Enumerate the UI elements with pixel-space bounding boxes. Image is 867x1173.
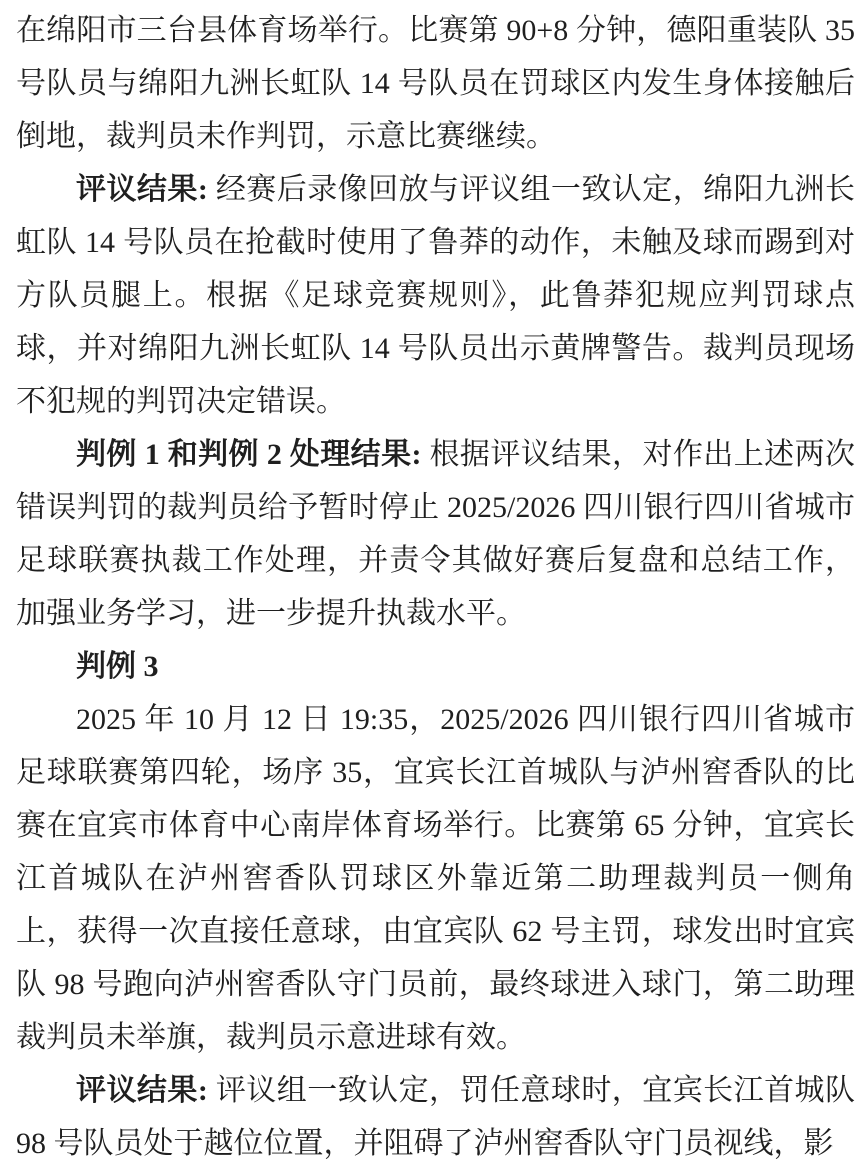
paragraph-text: 评议组一致认定，罚任意球时，宜宾长江首城队 98 号队员处于越位位置，并阻碍了泸州窖香队守门员视线，影 <box>16 1074 856 1160</box>
paragraph-text: 根据评议结果，对作出上述两次错误判罚的裁判员给予暂时停止 2025/2026 四川银行四川省城市足球联赛执裁工作处理，并责令其做好赛后复盘和总结工作，加强业务学习，进一步提升执裁水平。 <box>16 438 856 630</box>
paragraph <box>16 640 855 693</box>
paragraph-text: 2025 年 10 月 12 日 19:35，2025/2026 四川银行四川省城市足球联赛第四轮，场序 35，宜宾长江首城队与泸州窖香队的比赛在宜宾市体育中心南岸体育场举行。比赛第 65 分钟，宜宾长江首城队在泸州窖香队罚球区外靠近第二助理裁判员一侧角上，获得一次直接任意球，由宜宾队 62 号主罚，球发出时宜宾队 98 号跑向泸州窖香队守门员前，最终球进入球门，第二助理裁判员未举旗，裁判员示意进球有效。 <box>16 703 855 1054</box>
paragraph-lead-label: 判例 1 和判例 2 处理结果: <box>76 438 422 471</box>
paragraph <box>16 163 855 428</box>
paragraph <box>16 1064 855 1170</box>
paragraph <box>16 4 855 163</box>
paragraph-text: 经赛后录像回放与评议组一致认定，绵阳九洲长虹队 14 号队员在抢截时使用了鲁莽的动作，未触及球而踢到对方队员腿上。根据《足球竞赛规则》，此鲁莽犯规应判罚球点球，并对绵阳九洲长虹队 14 号队员出示黄牌警告。裁判员现场不犯规的判罚决定错误。 <box>16 173 856 418</box>
paragraph <box>16 693 855 1064</box>
paragraph <box>16 428 855 640</box>
paragraph-lead-label: 评议结果: <box>76 173 208 206</box>
paragraph-text: 在绵阳市三台县体育场举行。比赛第 90+8 分钟，德阳重装队 35 号队员与绵阳九洲长虹队 14 号队员在罚球区内发生身体接触后倒地，裁判员未作判罚，示意比赛继续。 <box>16 14 855 153</box>
paragraph-lead-label: 评议结果: <box>76 1074 208 1107</box>
paragraph-lead-label: 判例 3 <box>76 650 159 683</box>
